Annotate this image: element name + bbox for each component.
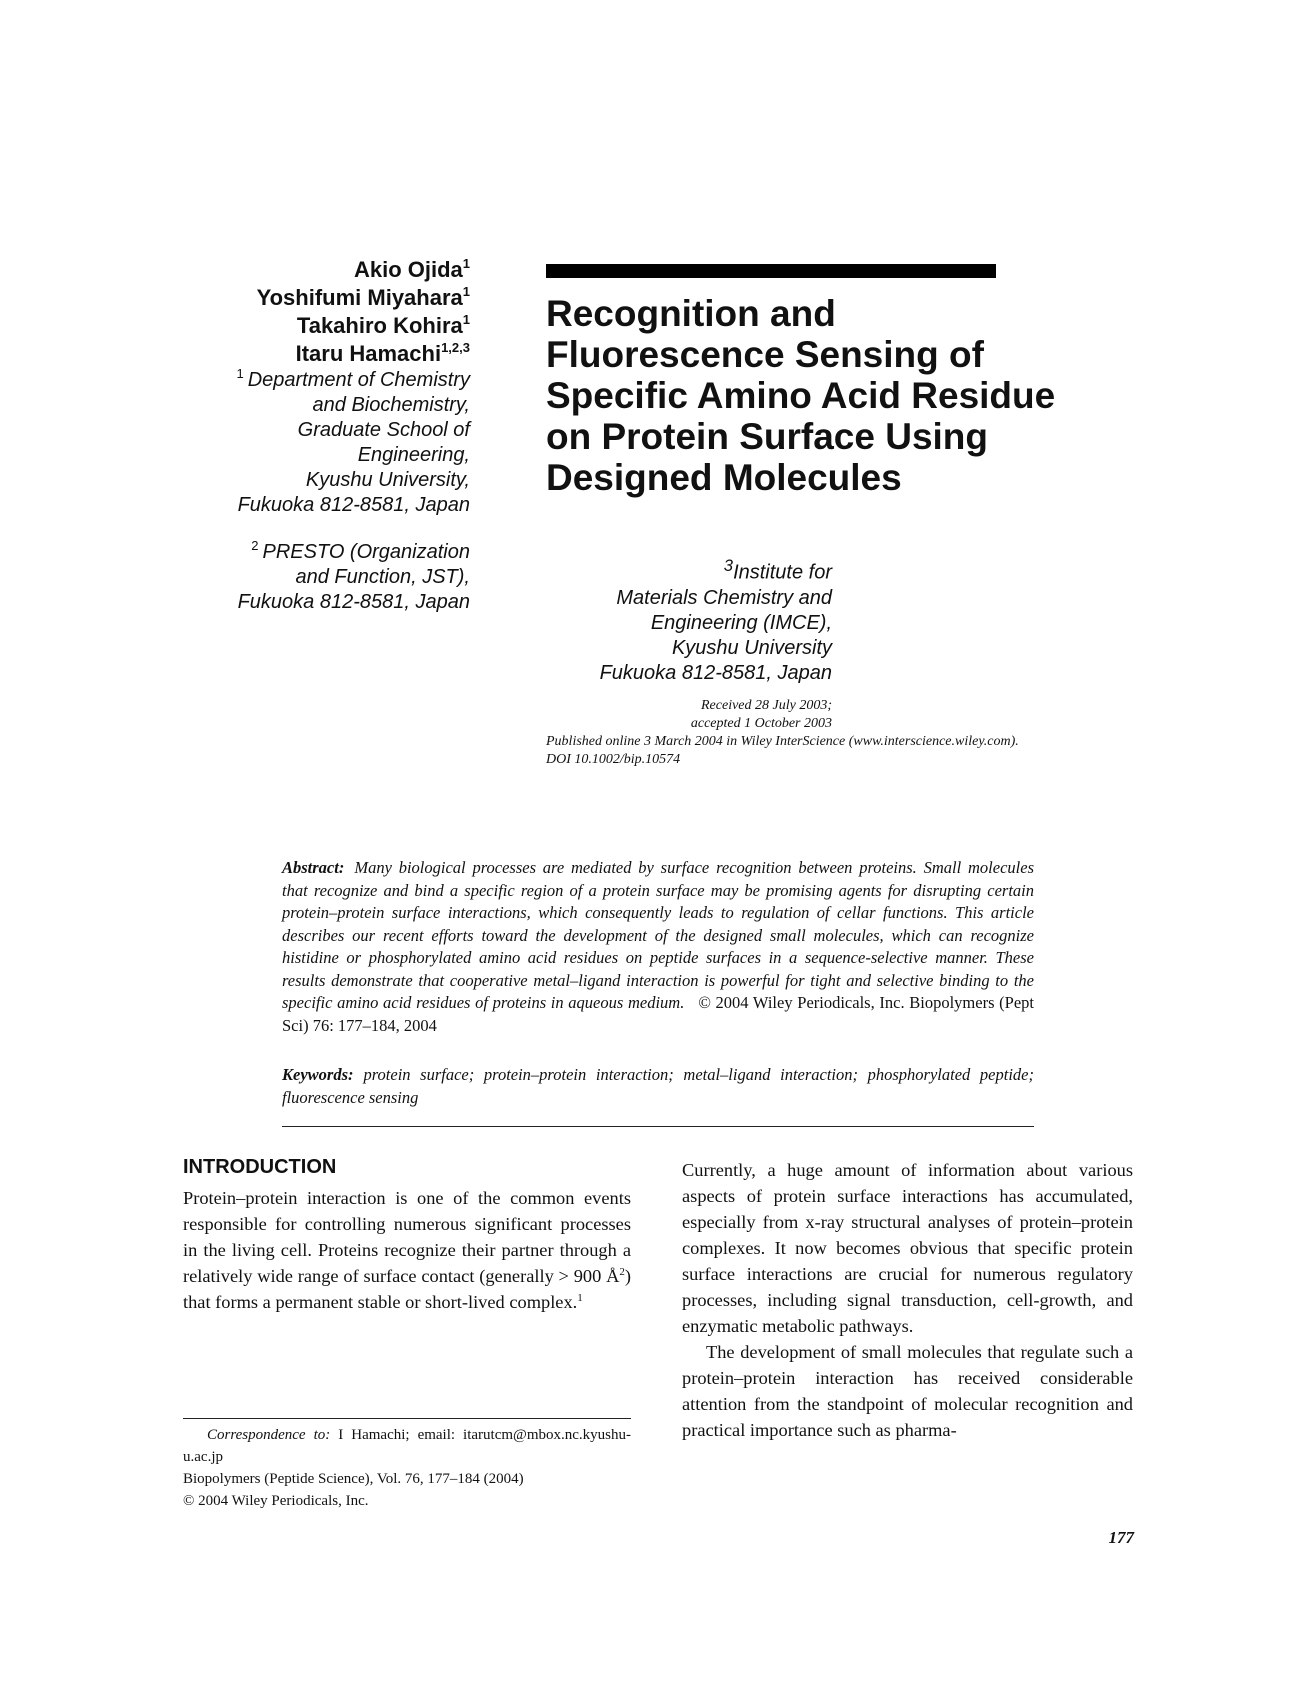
article-title: Recognition and Fluorescence Sensing of Specific Amino Acid Residue on Protein Surface Using Designed Molecules bbox=[546, 293, 1056, 498]
author-name: Itaru Hamachi$^{1,2,3}$ bbox=[295, 340, 470, 366]
keywords-label: Keywords: bbox=[282, 1065, 354, 1084]
accepted-date: accepted 1 October 2003 bbox=[690, 716, 832, 731]
author-name: Takahiro Kohira$^1$ bbox=[296, 312, 470, 338]
abstract-divider bbox=[282, 1126, 1034, 1127]
journal-citation: Biopolymers (Peptide Science), Vol. 76, 177–184 (2004) bbox=[183, 1471, 524, 1487]
intro-paragraph-2: The development of small molecules that regulate such a protein–protein interaction has received considerable attention from the standpoint of molecular recognition and practical importance such as pharma- bbox=[682, 1342, 1133, 1440]
abstract-copyright: © 2004 Wiley Periodicals, Inc. Biopolymers (Pept Sci) 76: 177–184, 2004 bbox=[282, 993, 1034, 1035]
keywords bbox=[282, 1064, 1034, 1109]
doi: DOI 10.1002/bip.10574 bbox=[546, 752, 681, 767]
affiliation-1: $^1$ Department of Chemistry and Biochemistry, Graduate School of Engineering, Kyushu University, Fukuoka 812-8581, Japan bbox=[236, 366, 470, 516]
intro-paragraph-1: Protein–protein interaction is one of the common events responsible for controlling numerous significant processes in the living cell. Proteins recognize their partner through a relatively wide range of surface contact (generally > 900 $Å^2$) that forms a permanent stable or short-lived complex.$^1$ bbox=[183, 1188, 631, 1312]
title-rule-bar bbox=[546, 264, 996, 278]
abstract bbox=[282, 857, 1034, 1037]
section-heading: INTRODUCTION bbox=[183, 1156, 337, 1178]
author-block bbox=[150, 256, 470, 615]
footnote-divider bbox=[183, 1418, 631, 1419]
received-date: Received 28 July 2003; bbox=[701, 698, 832, 713]
copyright-note: © 2004 Wiley Periodicals, Inc. bbox=[183, 1493, 369, 1509]
keywords-text: protein surface; protein–protein interaction; metal–ligand interaction; phosphorylated peptide; fluorescence sensing bbox=[282, 1065, 1034, 1107]
affiliation-3: $^3$Institute for Materials Chemistry and Engineering (IMCE), Kyushu University Fukuoka 812-8581, Japan bbox=[599, 556, 832, 684]
page-number: 177 bbox=[1108, 1528, 1134, 1547]
abstract-text: Many biological processes are mediated by surface recognition between proteins. Small molecules that recognize and bind a specific region of a protein surface may be promising agents for disrupting certain protein–protein surface interactions, which consequently leads to regulation of cellar functions. This article describes our recent efforts toward the development of the designed small molecules, which can recognize histidine or phosphorylated amino acid residues on peptide surfaces in a sequence-selective manner. These results demonstrate that cooperative metal–ligand interaction is powerful for tight and selective binding to the specific amino acid residues of proteins in aqueous medium. bbox=[282, 858, 1034, 1012]
body-column-right bbox=[682, 1157, 1133, 1443]
intro-paragraph-1-continued: Currently, a huge amount of information about various aspects of protein surface interactions has accumulated, especially from x-ray structural analyses of protein–protein complexes. It now becomes obvious that specific protein surface interactions are crucial for numerous regulatory processes, including signal transduction, cell-growth, and enzymatic metabolic pathways. bbox=[682, 1160, 1133, 1336]
correspondence-note: Correspondence to: I Hamachi; email: itarutcm@mbox.nc.kyushu-u.ac.jp bbox=[183, 1427, 631, 1465]
author-name: Yoshifumi Miyahara$^1$ bbox=[256, 284, 470, 310]
author-name: Akio Ojida$^1$ bbox=[353, 256, 470, 282]
abstract-label: Abstract: bbox=[282, 858, 345, 877]
affiliation-2: $^2$ PRESTO (Organization and Function, JST), Fukuoka 812-8581, Japan bbox=[237, 538, 470, 613]
publication-dates bbox=[546, 697, 1136, 769]
body-column-left bbox=[183, 1155, 631, 1315]
footnotes bbox=[183, 1424, 631, 1512]
published-online: Published online 3 March 2004 in Wiley InterScience (www.interscience.wiley.com). bbox=[546, 734, 1019, 749]
